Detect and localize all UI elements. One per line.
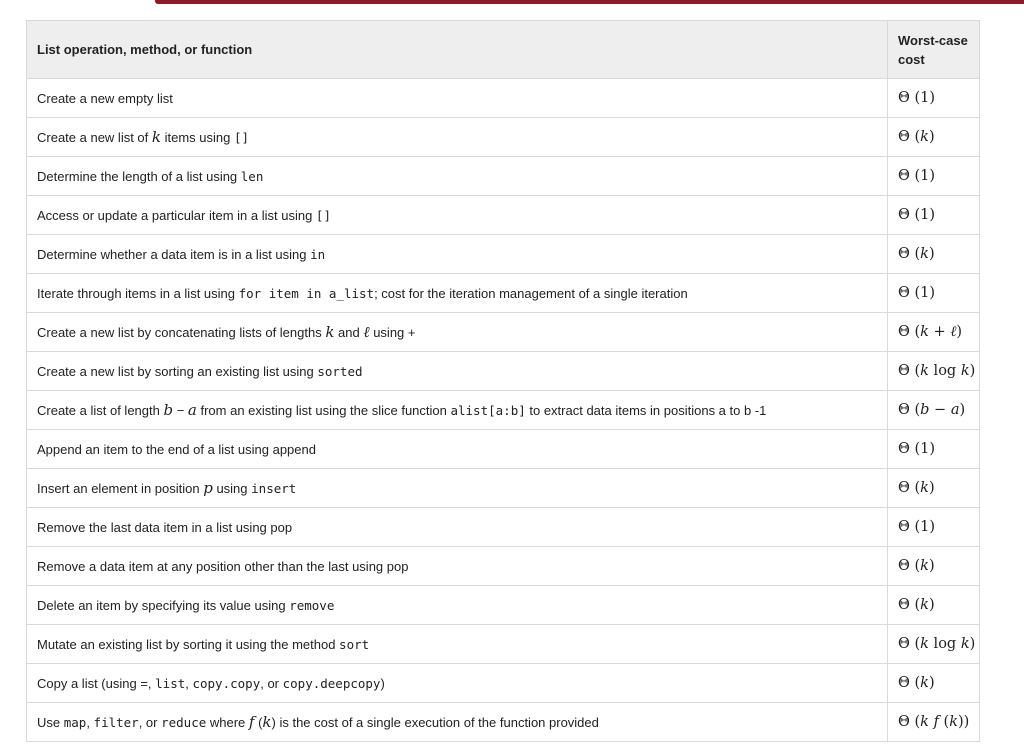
table-row [27,625,980,664]
code-token: sorted [317,363,363,379]
math-variable: k [920,323,929,340]
table-row [27,157,980,196]
table-row [27,703,980,742]
cost-cell: Θ (k) [888,235,980,274]
math-variable: k [920,636,929,652]
operation-cell: Insert an element in position p using insert [27,469,888,508]
operation-cell: Create a new list by sorting an existing list using sorted [27,352,888,391]
math-variable: k [920,714,929,730]
code-token: in [310,246,326,262]
cost-cell: Θ (1) [888,79,980,118]
math-variable: k [920,597,929,613]
operation-cell: Create a new list by concatenating lists of lengths k and ℓ using + [27,313,888,352]
table-row [27,586,980,625]
table-row [27,79,980,118]
table-row [27,469,980,508]
cost-cell: Θ (1) [888,196,980,235]
top-accent-bar [155,0,1024,4]
code-token: alist[a:b] [450,403,526,418]
table-row [27,508,980,547]
math-variable: f [933,714,939,730]
math-variable: k [960,363,970,379]
math-variable: k [920,246,929,262]
math-variable: ℓ [950,323,957,340]
code-token: reduce [161,715,207,730]
cost-cell: Θ (k) [888,469,980,508]
math-variable: k [262,713,272,731]
math-variable: k [920,675,929,691]
operation-cell: Remove the last data item in a list using pop [27,508,888,547]
operation-cell: Iterate through items in a list using for item in a_list; cost for the iteration management of a single iteration [27,274,888,313]
cost-cell: Θ (k log k) [888,625,980,664]
math-variable: b [920,402,930,418]
table-row [27,391,980,430]
math-variable: k [920,363,929,379]
code-token: map [63,715,87,730]
list-operations-cost-table [26,20,980,742]
table-header-row [27,21,980,79]
table-row [27,664,980,703]
operation-cell: Append an item to the end of a list using append [27,430,888,469]
table-row [27,118,980,157]
table-row [27,547,980,586]
code-token: [] [315,207,331,223]
math-variable: k [920,558,929,574]
operation-cell: Create a new empty list [27,79,888,118]
math-variable: a [950,402,960,418]
cost-cell: Θ (1) [888,157,980,196]
cost-cell: Θ (1) [888,430,980,469]
code-token: for item in a_list [238,285,375,301]
code-token: remove [289,597,335,613]
cost-cell: Θ (1) [888,274,980,313]
operation-cell: Determine whether a data item is in a list using in [27,235,888,274]
table-row [27,313,980,352]
cost-cell: Θ (1) [888,508,980,547]
math-variable: f [248,713,255,731]
math-variable: k [325,322,335,341]
table-row [27,274,980,313]
operation-column-header: List operation, method, or function [27,21,888,79]
math-variable: ℓ [363,322,370,341]
math-variable: p [203,479,213,497]
cost-cell: Θ (k + ℓ) [888,313,980,352]
operation-cell: Create a list of length b − a from an existing list using the slice function alist[a:b] to extract data items in positions a to b -1 [27,391,888,430]
operation-cell: Use map, filter, or reduce where f (k) is the cost of a single execution of the function provided [27,703,888,742]
math-variable: k [920,480,929,496]
code-token: len [240,168,264,184]
math-variable: k [920,129,929,145]
operation-cell: Remove a data item at any position other than the last using pop [27,547,888,586]
table-row [27,196,980,235]
cost-cell: Θ (k) [888,547,980,586]
math-variable: k [151,128,161,146]
table-row [27,352,980,391]
cost-cell: Θ (k) [888,586,980,625]
cost-cell: Θ (k f (k)) [888,703,980,742]
code-token: copy.deepcopy [282,675,381,691]
code-token: list [155,675,186,691]
table-row [27,430,980,469]
operation-cell: Create a new list of k items using [] [27,118,888,157]
table-body [27,79,980,742]
math-variable: a [187,401,197,419]
code-token: insert [251,481,297,496]
operation-cell: Mutate an existing list by sorting it using the method sort [27,625,888,664]
cost-cell: Θ (b − a) [888,391,980,430]
math-variable: k [949,714,959,730]
cost-cell: Θ (k log k) [888,352,980,391]
table-row [27,235,980,274]
cost-cell: Θ (k) [888,118,980,157]
operation-cell: Delete an item by specifying its value using remove [27,586,888,625]
operation-cell: Access or update a particular item in a list using [] [27,196,888,235]
math-variable: k [960,636,970,652]
code-token: filter [93,715,139,730]
code-token: copy.copy [192,675,261,691]
math-variable: b [163,401,174,419]
code-token: sort [339,636,370,652]
cost-column-header: Worst-case cost [888,21,980,79]
code-token: [] [233,130,250,145]
cost-cell: Θ (k) [888,664,980,703]
operation-cell: Determine the length of a list using len [27,157,888,196]
operation-cell: Copy a list (using =, list, copy.copy, or copy.deepcopy) [27,664,888,703]
